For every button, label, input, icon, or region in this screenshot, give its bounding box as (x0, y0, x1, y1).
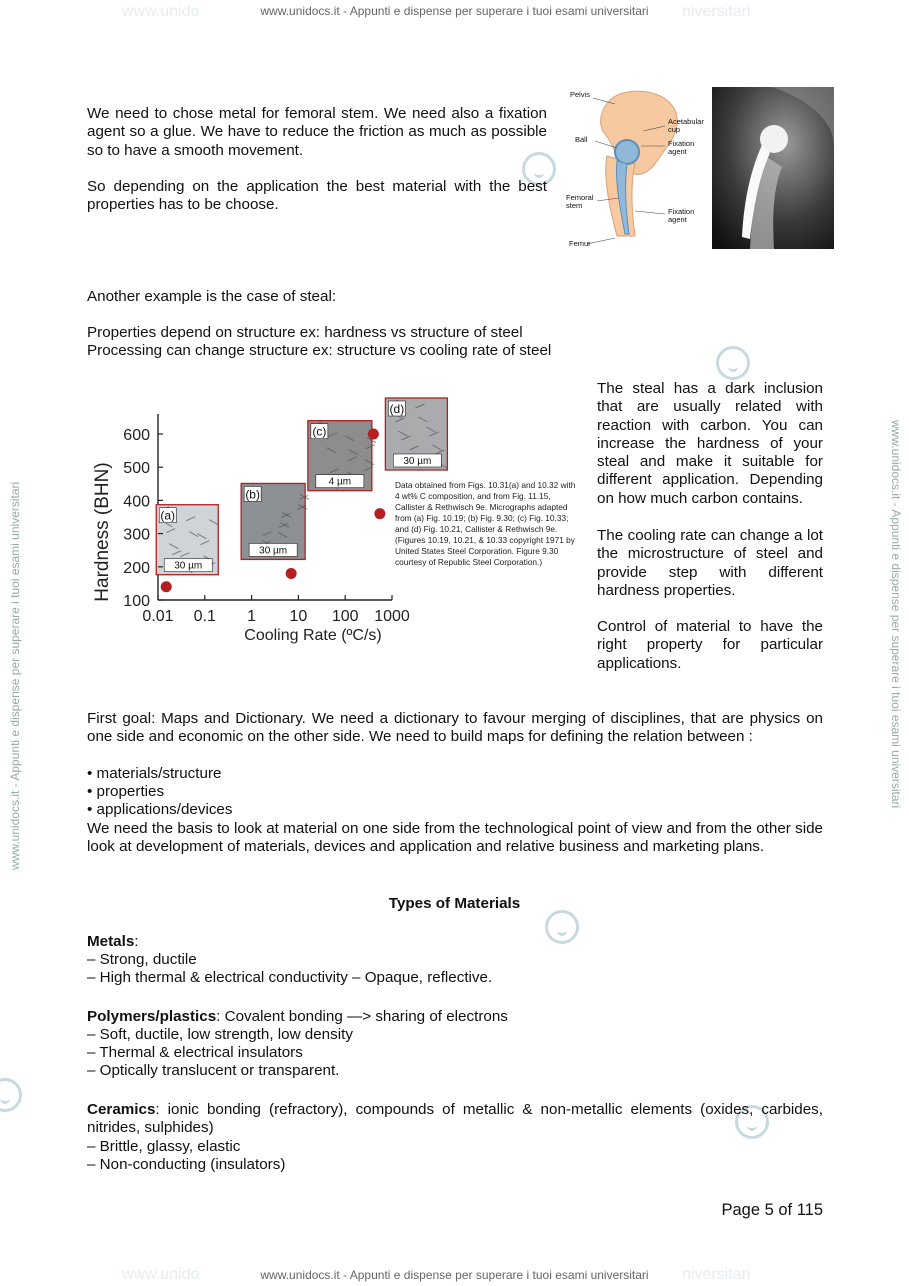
micrograph-inset (241, 483, 309, 559)
paragraph-basis: We need the basis to look at material on one side from the technological point of view and from the other side look at development of materials, devices and application and relative business and marketing plans. (87, 820, 823, 856)
label-pelvis: Pelvis (570, 90, 591, 99)
chart-annotation: Data obtained from Figs. 10.31(a) and 10.32 with 4 wt% C composition, and from Fig. 11.15, Callister & Rethwisch 9e. Micrographs adapted from (a) Fig. 10.19; (b) Fig. 9.30; (c) Fig. 10.33; and (d) Fig. 10.21, Callister & Rethwisch 9e. (Figures 10.19, 10.21, & 10.33 copyright 1971 by United States Steel Corporation. Figure 9.30 courtesy of Republic Steel Corporation.) (395, 480, 576, 567)
label-fixation-agent-top: Fixation agent (668, 139, 695, 156)
chart-x-tick-label: 0.01 (142, 608, 174, 625)
micrograph-label: (a) (160, 508, 176, 523)
chart-y-tick-label: 200 (123, 559, 150, 577)
metals-title: Metals (87, 933, 135, 950)
micrograph-inset (156, 505, 218, 575)
watermark-side-right: www.unidocs.it - Appunti e dispense per superare i tuoi esami universitari (889, 420, 903, 809)
ceramics-line: – Non-conducting (insulators) (87, 1156, 286, 1173)
paragraph-processing-structure: Processing can change structure ex: structure vs cooling rate of steel (87, 342, 552, 359)
polymers-title-line (87, 1008, 508, 1026)
watermark-top: www.unidocs.it - Appunti e dispense per superare i tuoi esami universitari (260, 4, 649, 18)
metals-title-rest: : (134, 933, 139, 950)
micrograph-scale-label: 4 µm (328, 476, 352, 488)
bullet-materials-structure: • materials/structure (87, 765, 222, 782)
hardness-cooling-chart (86, 392, 576, 654)
chart-y-tick-label: 600 (123, 427, 150, 444)
chart-x-tick-label: 1 (247, 608, 257, 625)
polymers-line: – Soft, ductile, low strength, low density (87, 1026, 353, 1043)
chart-y-tick-label: 100 (123, 593, 150, 610)
watermark-ghost-left: www.unido (122, 1266, 200, 1283)
polymers-title-rest: : Covalent bonding —> sharing of electrons (216, 1008, 508, 1025)
paragraph-dark-inclusion: The steal has a dark inclusion that are usually related with reaction with carbon. You can increase the hardness of your steal and make it suitable for different application. Depending on how much carbon contains. (597, 380, 823, 507)
label-femoral-stem: Femoral stem (566, 193, 594, 210)
chart-y-tick-label: 300 (123, 526, 150, 544)
chart-x-tick-label: 0.1 (193, 608, 216, 625)
chart-y-axis-label: Hardness (BHN) (92, 462, 113, 602)
micrograph-inset (385, 398, 447, 470)
watermark-logo-icon (716, 346, 750, 380)
label-acetabular-cup: Acetabular cup (668, 117, 704, 134)
chart-data-point (161, 581, 172, 592)
micrograph-scale-label: 30 µm (259, 545, 288, 557)
chart-y-tick-label: 500 (123, 460, 150, 478)
watermark-logo-icon (0, 1078, 22, 1112)
hip-implant-diagram (565, 86, 710, 251)
chart-data-point (286, 568, 297, 579)
watermark-ghost-left: www.unido (122, 3, 200, 20)
ceramics-line: – Brittle, glassy, elastic (87, 1138, 241, 1155)
paragraph-cooling-rate: The cooling rate can change a lot the microstructure of steel and provide step with different hardness properties. (597, 527, 823, 599)
paragraph-femoral-stem: We need to chose metal for femoral stem. We need also a fixation agent so a glue. We have to reduce the friction as much as possible so to have a smooth movement. (87, 105, 547, 159)
label-femur: Femur (569, 239, 591, 248)
watermark-ghost-right: niversitari (682, 1266, 751, 1283)
ceramics-title-line (87, 1101, 823, 1138)
micrograph-label: (b) (245, 487, 260, 502)
micrograph-scale-label: 30 µm (174, 560, 203, 572)
chart-x-axis-label: Cooling Rate (ºC/s) (244, 627, 382, 644)
chart-x-tick-label: 100 (331, 608, 359, 625)
label-ball: Ball (575, 135, 588, 144)
watermark-bottom: www.unidocs.it - Appunti e dispense per superare i tuoi esami universitari (260, 1268, 649, 1282)
watermark-logo-icon (545, 910, 579, 944)
label-fixation-agent-bottom: Fixation agent (668, 207, 695, 224)
polymers-line: – Thermal & electrical insulators (87, 1044, 303, 1061)
paragraph-first-goal: First goal: Maps and Dictionary. We need a dictionary to favour merging of disciplines, that are physics on one side and economic on the other side. We need to build maps for defining the relation between : (87, 710, 823, 746)
page-number: Page 5 of 115 (721, 1201, 823, 1219)
hip-xray-image (712, 87, 834, 249)
chart-y-tick-label: 400 (123, 493, 150, 511)
chart-x-tick-label: 1000 (374, 608, 410, 625)
chart-data-point (368, 429, 379, 440)
watermark-side-left: www.unidocs.it - Appunti e dispense per superare i tuoi esami universitari (8, 481, 22, 870)
polymers-title: Polymers/plastics (87, 1008, 217, 1025)
metals-title-line (87, 933, 139, 951)
watermark-ghost-right: niversitari (682, 3, 751, 20)
section-heading-types: Types of Materials (388, 895, 521, 912)
micrograph-scale-label: 30 µm (403, 456, 432, 467)
ceramics-title-rest: : ionic bonding (refractory), compounds of metallic & non-metallic elements (oxides, carbides, nitrides, sulphides) (87, 1101, 823, 1137)
micrograph-label: (c) (312, 424, 327, 439)
bullet-applications-devices: • applications/devices (87, 801, 233, 818)
chart-x-tick-label: 10 (289, 608, 308, 625)
chart-data-point (374, 508, 385, 519)
micrograph-inset (308, 421, 376, 491)
paragraph-properties-structure: Properties depend on structure ex: hardness vs structure of steel (87, 324, 523, 341)
paragraph-control-material: Control of material to have the right property for particular applications. (597, 618, 823, 672)
metals-line: – High thermal & electrical conductivity – Opaque, reflective. (87, 969, 493, 986)
paragraph-application: So depending on the application the best material with the best properties has to be choose. (87, 178, 547, 214)
ceramics-title: Ceramics (87, 1101, 156, 1118)
micrograph-label: (d) (389, 402, 405, 416)
paragraph-steal-example: Another example is the case of steal: (87, 288, 337, 305)
bullet-properties: • properties (87, 783, 165, 800)
polymers-line: – Optically translucent or transparent. (87, 1062, 340, 1079)
metals-line: – Strong, ductile (87, 951, 197, 968)
